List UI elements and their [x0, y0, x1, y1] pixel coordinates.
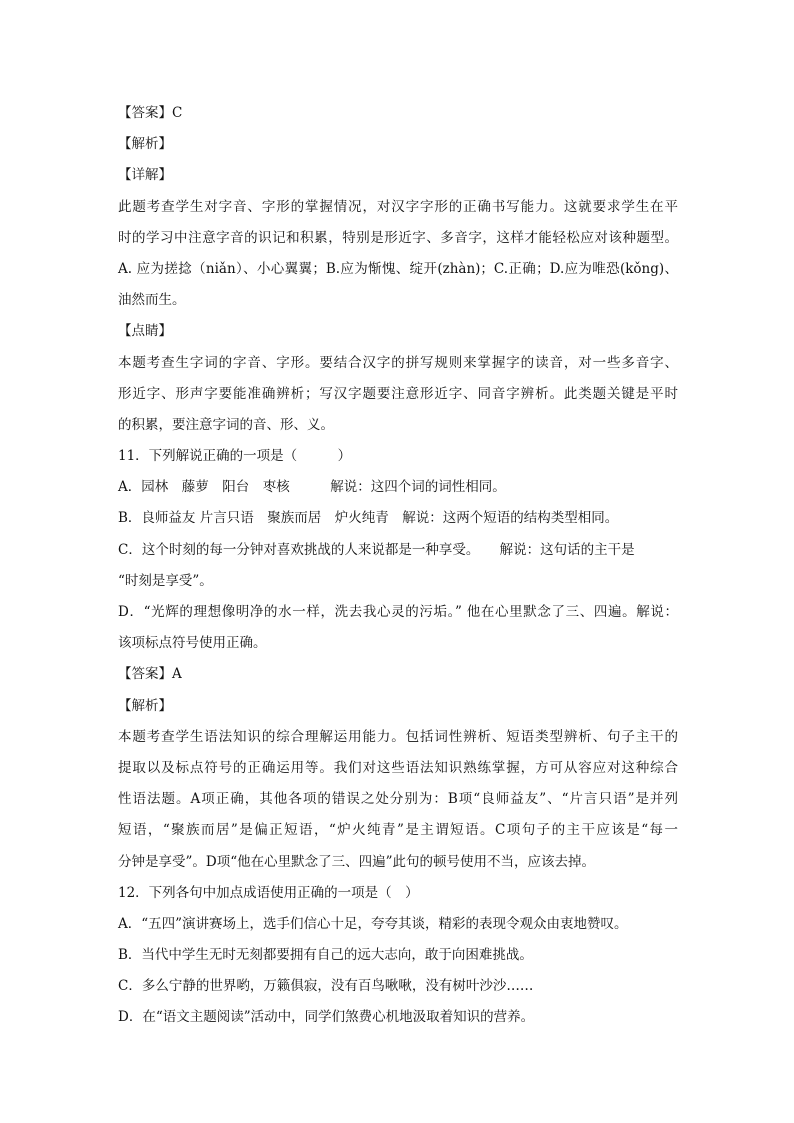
paragraph-line: 的积累，要注意字词的音、形、义。: [118, 416, 334, 433]
question-11-option-c: C．这个时刻的每一分钟对喜欢挑战的人来说都是一种享受。 解说：这句话的主干是: [118, 541, 635, 558]
document-page: [118, 98, 678, 1034]
answer-label: 【答案】C: [118, 105, 183, 121]
detail-label: 【详解】: [118, 167, 172, 184]
question-12-option-a: A．“五四”演讲赛场上，选手们信心十足，夸夸其谈，精彩的表现令观众由衷地赞叹。: [118, 915, 628, 932]
question-11-option-c-cont: “时刻是享受”。: [118, 572, 213, 589]
paragraph-line: 本题考查学生语法知识的综合理解运用能力。包括词性辨析、短语类型辨析、句子主干的: [118, 728, 678, 745]
question-12-stem: 12．下列各句中加点成语使用正确的一项是（ ）: [118, 884, 419, 901]
paragraph-line: 此题考查学生对字音、字形的掌握情况，对汉字字形的正确书写能力。这就要求学生在平: [118, 198, 678, 215]
question-11-option-d-cont: 该项标点符号使用正确。: [118, 635, 267, 652]
paragraph-line: 提取以及标点符号的正确运用等。我们对这些语法知识熟练掌握，方可从容应对这种综合: [118, 759, 678, 776]
answer-label: 【答案】A: [118, 666, 182, 683]
question-11-stem: 11．下列解说正确的一项是（ ）: [118, 448, 352, 465]
question-11-option-d: D．“光辉的理想像明净的水一样，洗去我心灵的污垢。” 他在心里默念了三、四遍。解说：: [118, 604, 678, 620]
paragraph-line: 形近字、形声字要能准确辨析；写汉字题要注意形近字、同音字辨析。此类题关键是平时: [118, 385, 678, 402]
paragraph-line: 时的学习中注意字音的识记和积累，特别是形近字、多音字，这样才能轻松应对该种题型。: [118, 229, 678, 246]
analysis-label: 【解析】: [118, 697, 172, 714]
paragraph-line: 本题考查生字词的字音、字形。要结合汉字的拼写规则来掌握字的读音，对一些多音字、: [118, 354, 678, 371]
question-11-option-a: A．园林 藤萝 阳台 枣核 解说：这四个词的词性相同。: [118, 479, 506, 496]
question-11-option-b: B．良师益友 片言只语 聚族而居 炉火纯青 解说：这两个短语的结构类型相同。: [118, 510, 619, 527]
question-12-option-c: C．多么宁静的世界哟，万籁俱寂，没有百鸟啾啾，没有树叶沙沙……: [118, 978, 534, 995]
analysis-label: 【解析】: [118, 136, 172, 153]
question-12-option-b: B．当代中学生无时无刻都要拥有自己的远大志向，敢于向困难挑战。: [118, 947, 533, 964]
paragraph-line: 短语，“聚族而居”是偏正短语，“炉火纯青”是主谓短语。C项句子的主干应该是“每一: [118, 822, 678, 839]
paragraph-line: A. 应为搓捻（niǎn）、小心翼翼；B.应为惭愧、绽开(zhàn)；C.正确；D.应为唯恐(kǒng)、: [118, 260, 678, 277]
paragraph-line: 性语法题。A项正确，其他各项的错误之处分别为：B项“良师益友”、“片言只语”是并列: [118, 791, 678, 808]
question-12-option-d: D．在“语文主题阅读”活动中，同学们煞费心机地汲取着知识的营养。: [118, 1009, 535, 1026]
paragraph-line: 油然而生。: [118, 292, 186, 309]
paragraph-line: 分钟是享受”。D项“他在心里默念了三、四遍”此句的顿号使用不当，应该去掉。: [118, 853, 596, 870]
tip-label: 【点睛】: [118, 323, 172, 340]
